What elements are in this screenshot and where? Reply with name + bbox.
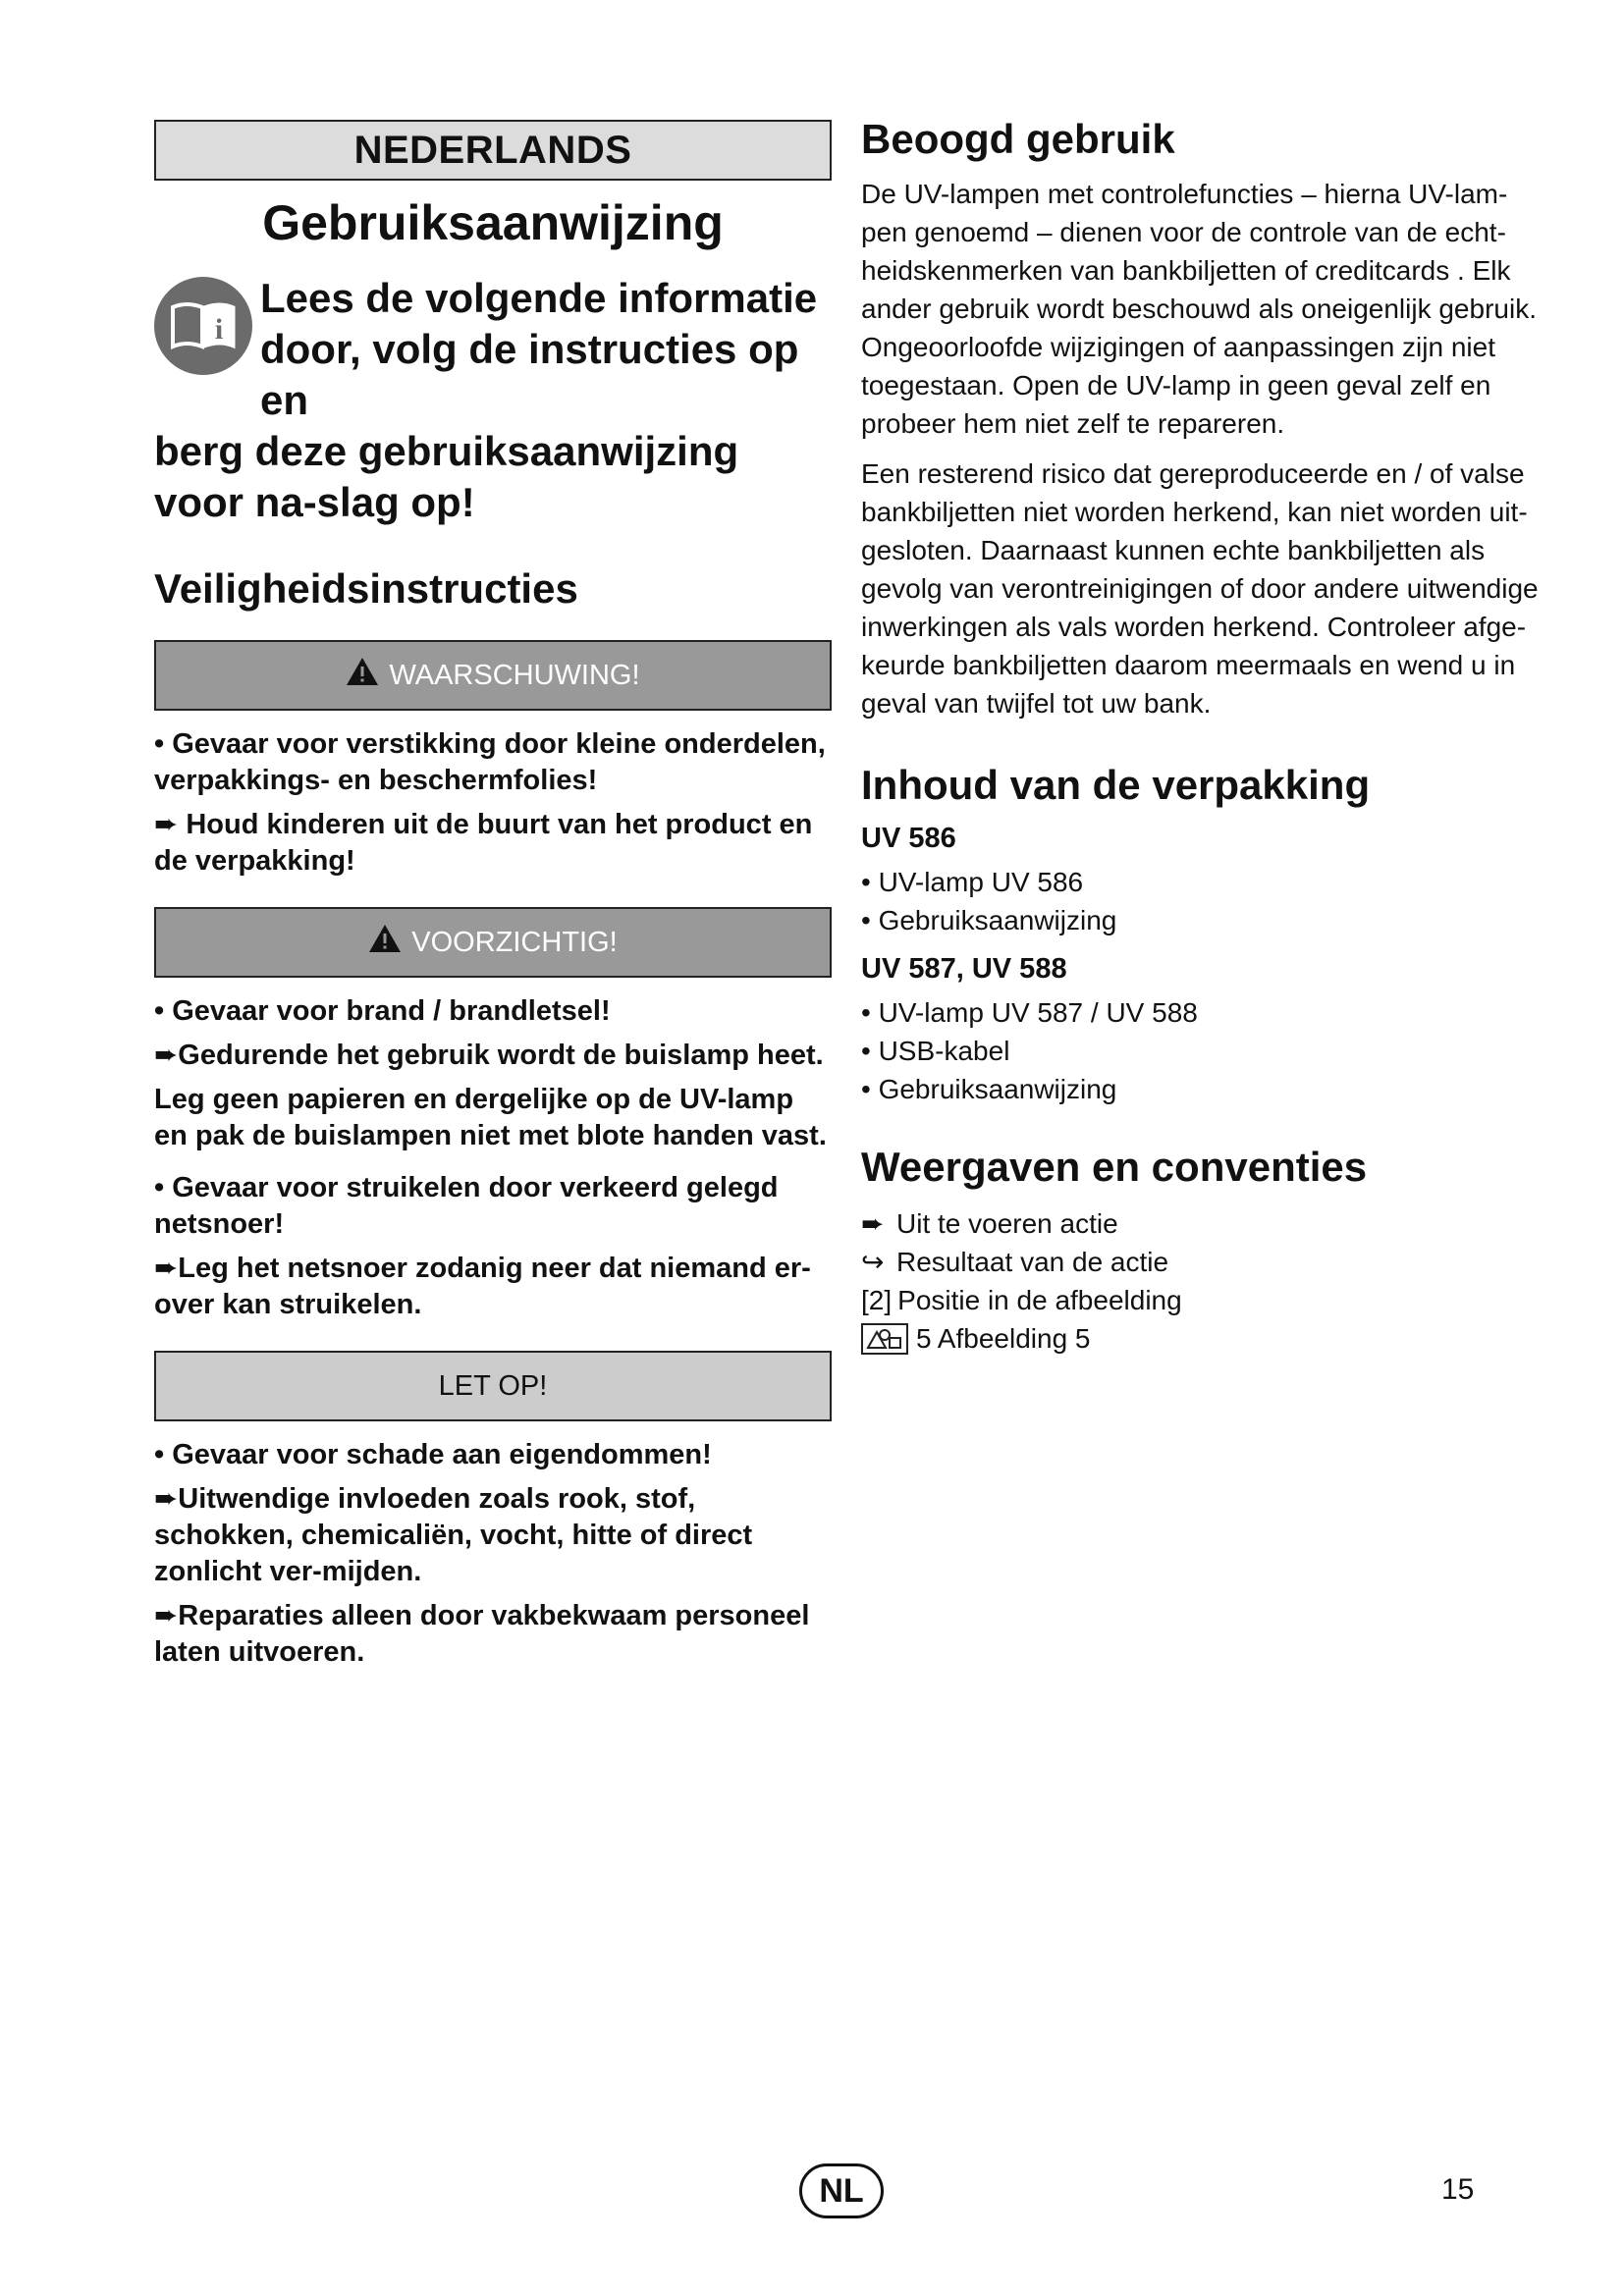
list-item: • Gebruiksaanwijzing	[861, 1074, 1117, 1104]
convention-row	[861, 1281, 1539, 1319]
figure-icon	[861, 1323, 908, 1355]
page-number: 15	[1441, 2173, 1475, 2206]
notice-item: ➨Reparaties alleen door vakbekwaam personeel laten uitvoeren.	[154, 1600, 810, 1668]
warning-item: ➨ Houd kinderen uit de buurt van het product en de verpakking!	[154, 809, 813, 877]
convention-row	[861, 1319, 1539, 1358]
right-column	[861, 116, 1539, 1358]
model-a-heading: UV 586	[861, 823, 956, 854]
notice-item: ➨Uitwendige invloeden zoals rook, stof, schokken, chemicaliën, vocht, hitte of direct zonlicht ver-mijden.	[154, 1483, 753, 1587]
warning-bar	[154, 640, 832, 711]
model-a-list	[861, 863, 1539, 939]
caution-item: ➨Gedurende het gebruik wordt de buislamp heet.	[154, 1040, 824, 1071]
caution-item: • Gevaar voor struikelen door verkeerd gelegd netsnoer!	[154, 1172, 779, 1240]
convention-row	[861, 1243, 1539, 1281]
caution-item: ➨Leg het netsnoer zodanig neer dat niemand er-over kan struikelen.	[154, 1253, 811, 1320]
language-bar	[154, 120, 832, 181]
result-arrow-icon: ↪	[861, 1247, 885, 1277]
warning-item: • Gevaar voor verstikking door kleine onderdelen, verpakkings- en beschermfolies!	[154, 728, 826, 796]
caution-bar	[154, 907, 832, 978]
model-b-heading: UV 587, UV 588	[861, 953, 1067, 985]
intended-use-paragraph: De UV-lampen met controlefuncties – hierna UV-lam-pen genoemd – dienen voor de controle van de echt-heidskenmerken van bankbiljetten of creditcards . Elk ander gebruik wordt beschouwd als oneigenlijk gebruik. Ongeoorloofde wijzigingen of aanpassingen zijn niet toegestaan. Open de UV-lamp in geen geval zelf en probeer hem niet zelf te repareren.	[861, 179, 1537, 439]
convention-text: Resultaat van de actie	[896, 1247, 1169, 1277]
action-arrow-icon: ➨	[861, 1208, 885, 1239]
intended-use-heading: Beoogd gebruik	[861, 116, 1175, 162]
document-title: Gebruiksaanwijzing	[262, 195, 724, 250]
list-item: • UV-lamp UV 586	[861, 867, 1084, 897]
intro-line-rest: berg deze gebruiksaanwijzing voor na-slag op!	[154, 428, 739, 525]
caution-label: VOORZICHTIG!	[411, 926, 618, 958]
warning-label: WAARSCHUWING!	[389, 659, 640, 691]
convention-row	[861, 1204, 1539, 1243]
language-badge-label: NL	[819, 2171, 864, 2210]
intro-line-2: door, volg de instructies op en	[260, 326, 799, 423]
left-column	[154, 120, 832, 1671]
svg-text:i: i	[214, 313, 224, 346]
intro-line-1: Lees de volgende informatie	[260, 275, 818, 321]
intro-notice	[154, 273, 832, 528]
warning-triangle-icon	[368, 924, 402, 961]
list-item: • UV-lamp UV 587 / UV 588	[861, 997, 1198, 1028]
safety-heading: Veiligheidsinstructies	[154, 565, 578, 612]
convention-text: 5 Afbeelding 5	[916, 1323, 1091, 1354]
package-heading: Inhoud van de verpakking	[861, 762, 1371, 808]
model-b-list	[861, 993, 1539, 1108]
manual-info-icon	[154, 277, 252, 375]
caution-item: • Gevaar voor brand / brandletsel!	[154, 995, 611, 1027]
notice-item: • Gevaar voor schade aan eigendommen!	[154, 1439, 712, 1470]
convention-text: Positie in de afbeelding	[897, 1285, 1182, 1315]
list-item: • USB-kabel	[861, 1036, 1010, 1066]
notice-label: LET OP!	[438, 1369, 548, 1402]
list-item: • Gebruiksaanwijzing	[861, 905, 1117, 935]
position-marker: [2]	[861, 1285, 893, 1315]
caution-item: Leg geen papieren en dergelijke op de UV-lamp en pak de buislampen niet met blote handen vast.	[154, 1084, 827, 1151]
convention-text: Uit te voeren actie	[896, 1208, 1118, 1239]
notice-bar	[154, 1351, 832, 1421]
conventions-list	[861, 1204, 1539, 1358]
warning-triangle-icon	[346, 657, 379, 694]
language-badge	[799, 2163, 884, 2218]
conventions-heading: Weergaven en conventies	[861, 1144, 1368, 1190]
language-label: NEDERLANDS	[353, 128, 632, 172]
residual-risk-paragraph: Een resterend risico dat gereproduceerde en / of valse bankbiljetten niet worden herkend, kan niet worden uit-gesloten. Daarnaast kunnen echte bankbiljetten als gevolg van verontreinigingen of door andere uitwendige inwerkingen als vals worden herkend. Controleer afge-keurde bankbiljetten daarom meermaals en wend u in geval van twijfel tot uw bank.	[861, 458, 1539, 719]
